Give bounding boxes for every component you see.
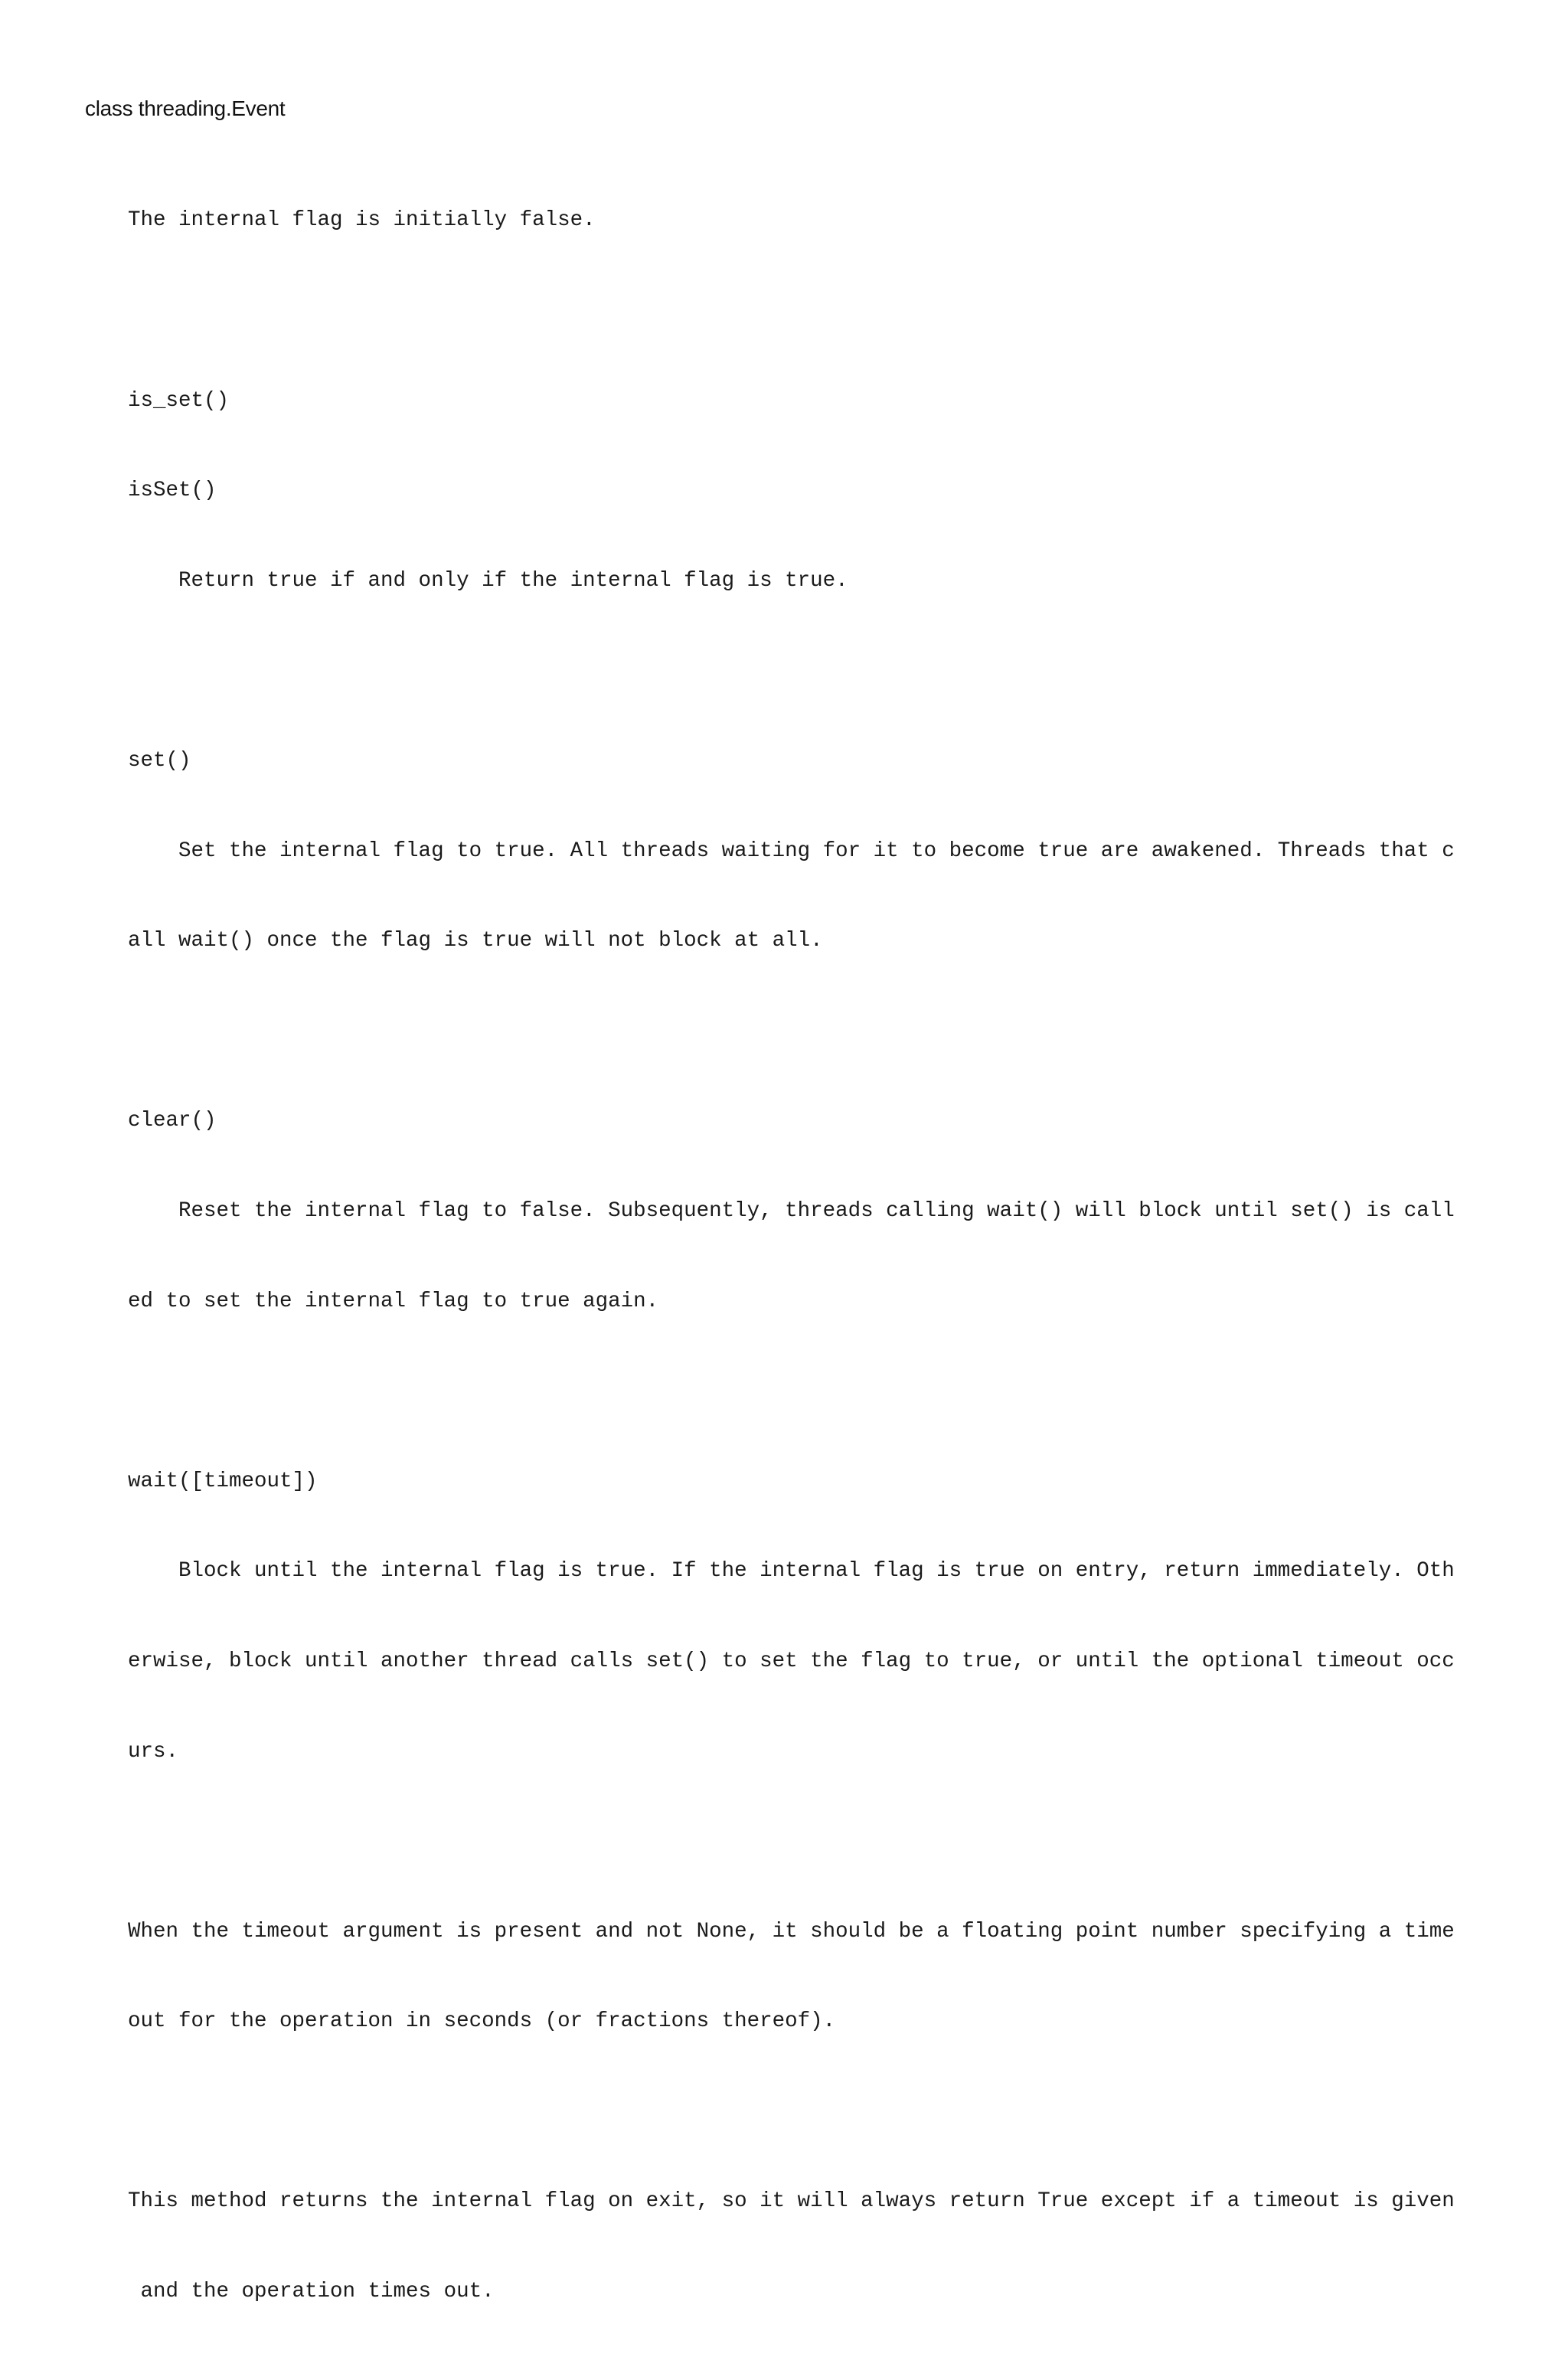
blank-line (128, 1016, 1455, 1046)
method-signature-wait: wait([timeout]) (128, 1469, 318, 1493)
method-description: Reset the internal flag to false. Subsequently, threads calling wait() will block until set() is call (128, 1198, 1455, 1223)
blank-line (128, 1376, 1455, 1406)
blank-line (128, 1826, 1455, 1856)
blank-line (128, 656, 1455, 685)
text-line: The internal flag is initially false. (128, 208, 596, 233)
method-signature-isset: isSet() (128, 479, 217, 503)
paragraph-line: This method returns the internal flag on exit, so it will always return True except if a timeout is given (128, 2189, 1455, 2214)
method-description: ed to set the internal flag to true again. (128, 1289, 659, 1313)
page-title: class threading.Event (85, 96, 286, 120)
method-signature-set: set() (128, 748, 191, 773)
method-description: urs. (128, 1739, 179, 1764)
paragraph-line: out for the operation in seconds (or fractions thereof). (128, 2009, 836, 2034)
method-signature-is-set: is_set() (128, 388, 230, 413)
paragraph-line: When the timeout argument is present and not None, it should be a floating point number specifying a time (128, 1919, 1455, 1944)
document-body (128, 145, 1455, 2367)
blank-line (128, 296, 1455, 325)
method-signature-clear: clear() (128, 1109, 217, 1133)
method-description: all wait() once the flag is true will not block at all. (128, 929, 823, 953)
method-description: erwise, block until another thread calls set() to set the flag to true, or until the optional timeout occ (128, 1649, 1455, 1673)
paragraph-line: and the operation times out. (128, 2280, 495, 2304)
method-description: Return true if and only if the internal flag is true. (128, 568, 848, 593)
blank-line (128, 2097, 1455, 2127)
method-description: Block until the internal flag is true. If the internal flag is true on entry, return immediately. Oth (128, 1559, 1455, 1584)
method-description: Set the internal flag to true. All threads waiting for it to become true are awakened. Threads that c (128, 839, 1455, 863)
